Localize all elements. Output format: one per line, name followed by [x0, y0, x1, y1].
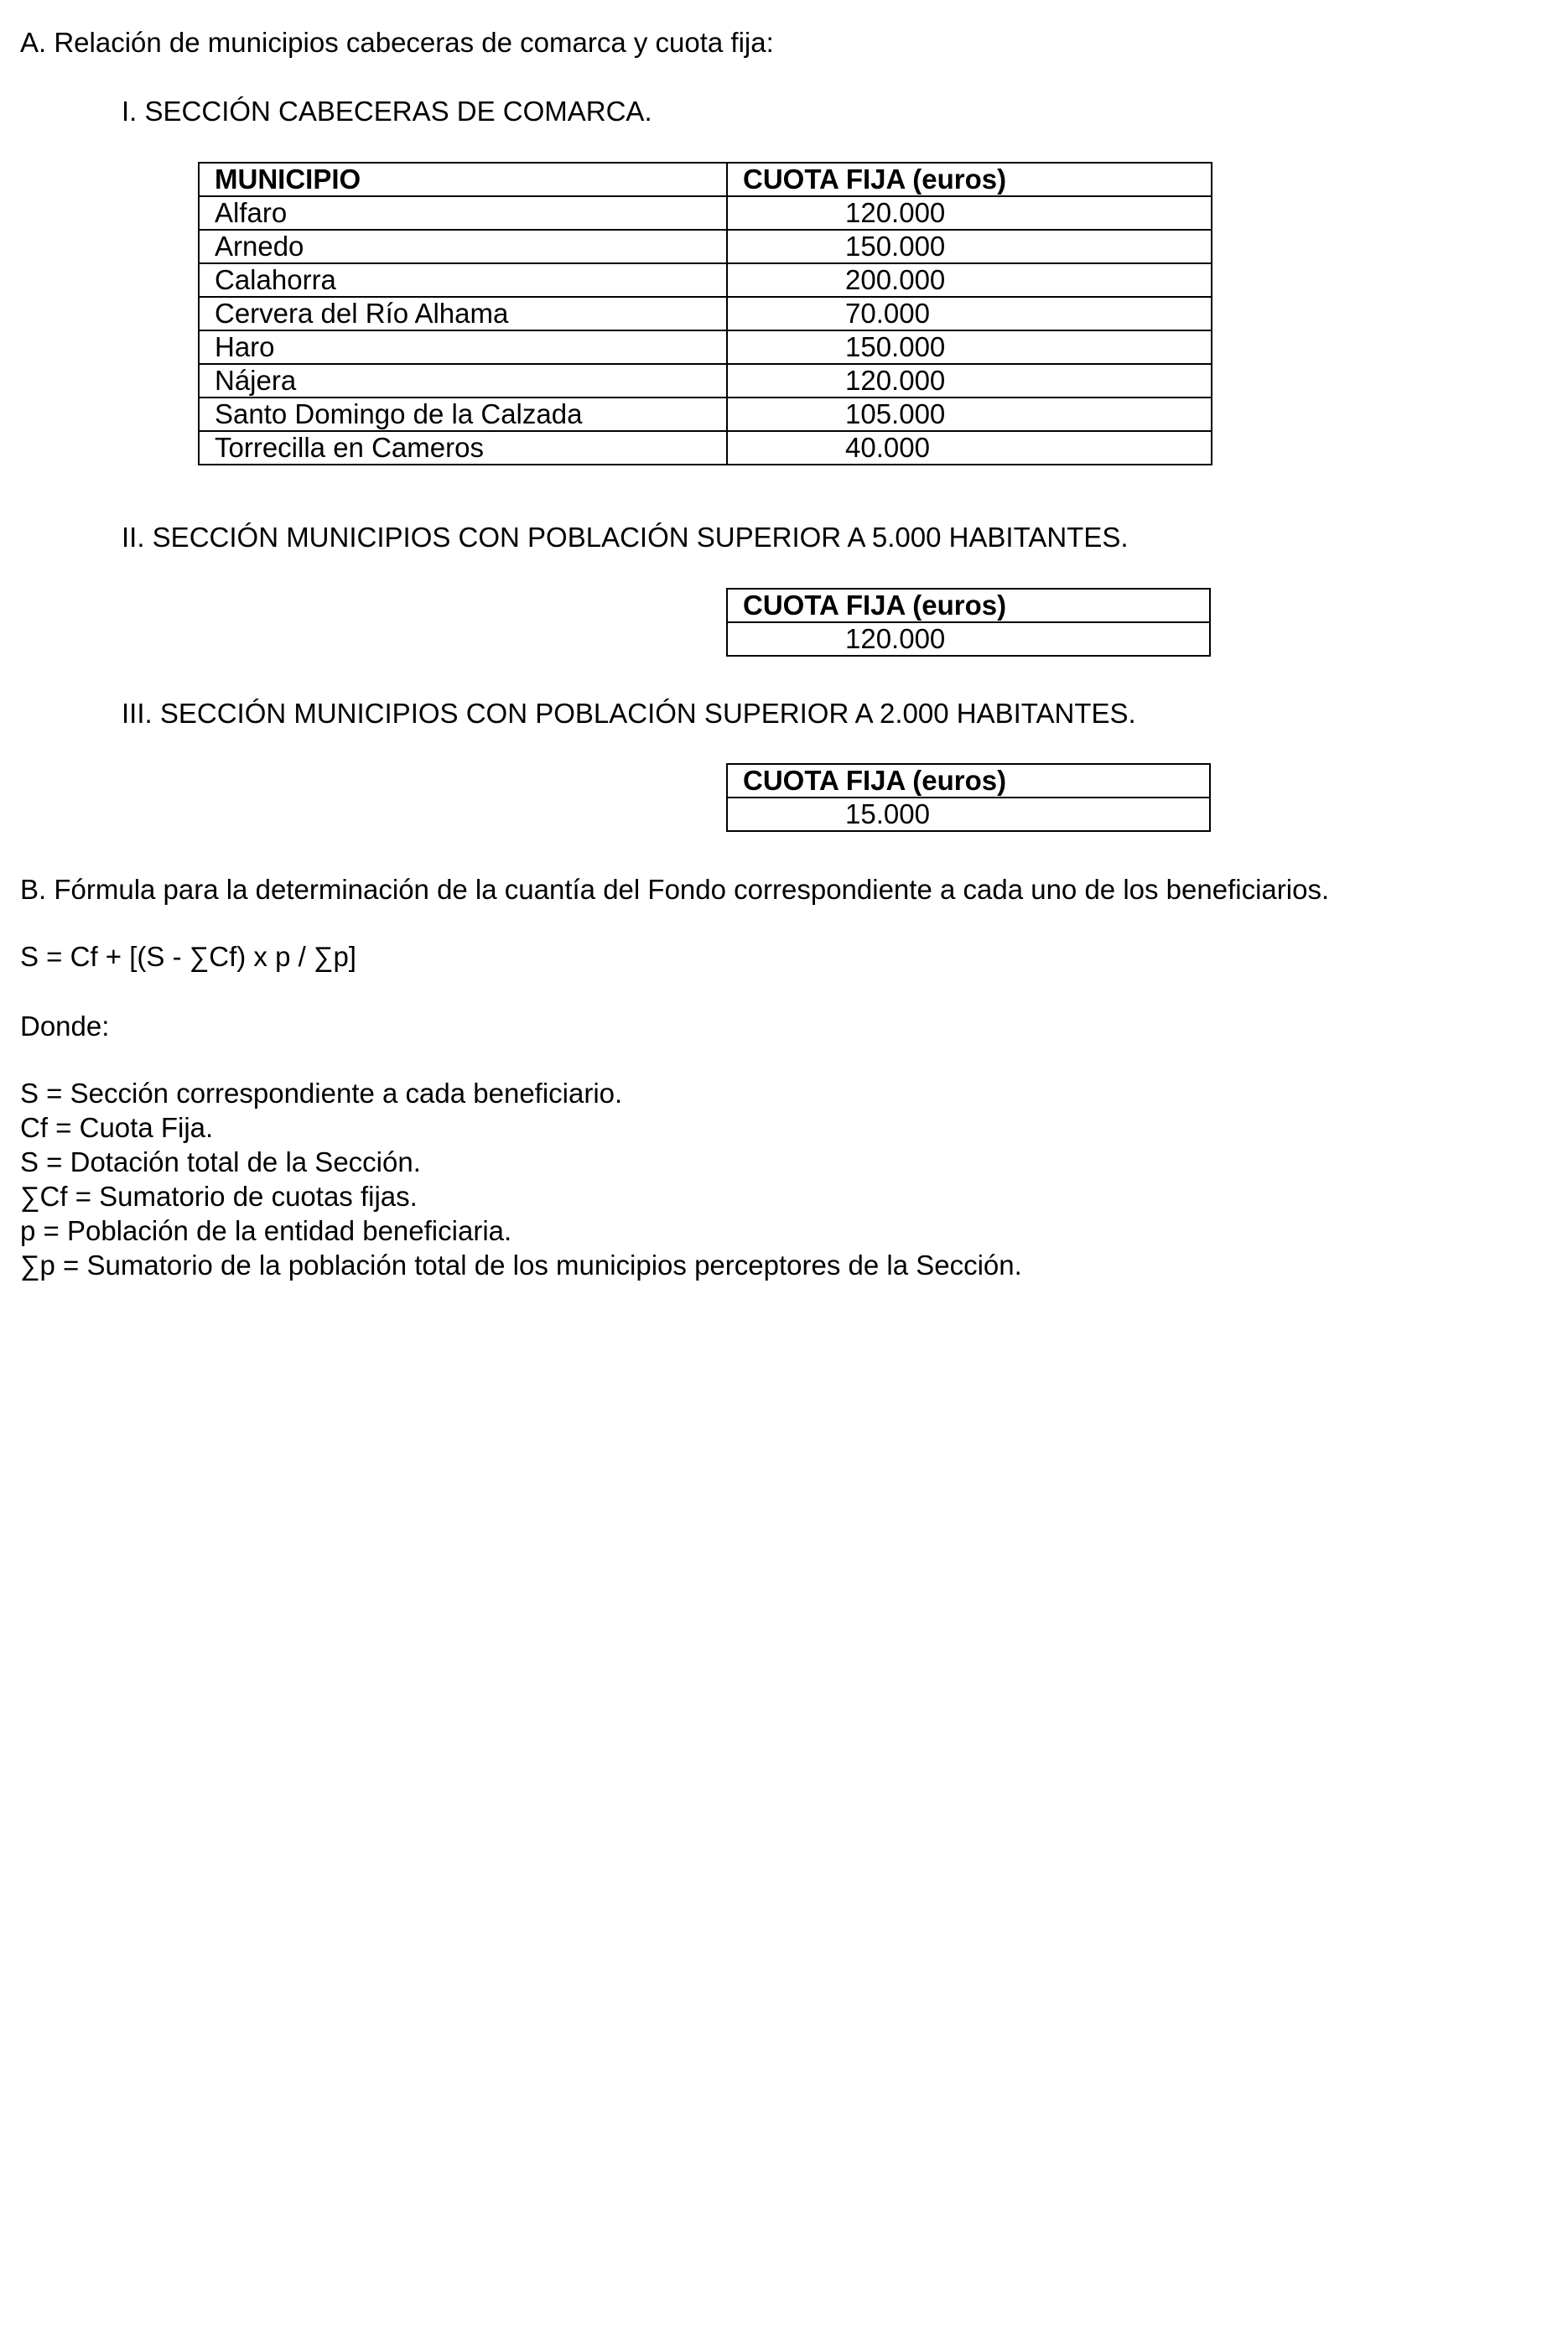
column-header-cuota: CUOTA FIJA (euros)	[727, 163, 1212, 196]
column-header-cuota: CUOTA FIJA (euros)	[727, 589, 1210, 622]
table-row	[199, 398, 1212, 431]
cuota-cell: 120.000	[727, 364, 1212, 398]
municipio-cell: Santo Domingo de la Calzada	[199, 398, 727, 431]
section-iii-table	[726, 763, 1211, 832]
cuota-cell: 200.000	[727, 263, 1212, 297]
table-row	[199, 230, 1212, 263]
definition-item: ∑p = Sumatorio de la población total de los municipios perceptores de la Sección.	[20, 1250, 1022, 1281]
definitions-list	[20, 1076, 1022, 1282]
table-header-row	[727, 764, 1210, 798]
table-row	[727, 798, 1210, 831]
section-iii-heading: III. SECCIÓN MUNICIPIOS CON POBLACIÓN SUPERIOR A 2.000 HABITANTES.	[122, 698, 1136, 729]
cuota-cell: 15.000	[727, 798, 1210, 831]
municipio-cell: Haro	[199, 330, 727, 364]
municipio-cell: Nájera	[199, 364, 727, 398]
table-row	[199, 431, 1212, 465]
definition-item: S = Sección correspondiente a cada beneficiario.	[20, 1078, 623, 1109]
municipio-cell: Cervera del Río Alhama	[199, 297, 727, 330]
municipio-cell: Calahorra	[199, 263, 727, 297]
definition-item: Cf = Cuota Fija.	[20, 1112, 214, 1143]
formula: S = Cf + [(S - ∑Cf) x p / ∑p]	[20, 941, 356, 972]
column-header-municipio: MUNICIPIO	[199, 163, 727, 196]
definition-item: p = Población de la entidad beneficiaria.	[20, 1215, 512, 1246]
section-b-title: B. Fórmula para la determinación de la cuantía del Fondo correspondiente a cada uno de los beneficiarios.	[20, 874, 1330, 905]
cuota-cell: 120.000	[727, 622, 1210, 656]
cuota-cell: 70.000	[727, 297, 1212, 330]
table-row	[199, 196, 1212, 230]
table-header-row	[199, 163, 1212, 196]
municipio-cell: Torrecilla en Cameros	[199, 431, 727, 465]
column-header-cuota: CUOTA FIJA (euros)	[727, 764, 1210, 798]
cuota-cell: 120.000	[727, 196, 1212, 230]
section-a-title: A. Relación de municipios cabeceras de comarca y cuota fija:	[20, 27, 774, 58]
cuota-cell: 40.000	[727, 431, 1212, 465]
municipio-cell: Alfaro	[199, 196, 727, 230]
table-row	[727, 622, 1210, 656]
definition-item: ∑Cf = Sumatorio de cuotas fijas.	[20, 1181, 418, 1212]
table-row	[199, 297, 1212, 330]
table-row	[199, 364, 1212, 398]
cabeceras-table	[198, 162, 1212, 465]
donde-label: Donde:	[20, 1011, 110, 1042]
section-ii-table	[726, 588, 1211, 657]
cuota-cell: 150.000	[727, 230, 1212, 263]
definition-item: S = Dotación total de la Sección.	[20, 1146, 421, 1177]
section-i-heading: I. SECCIÓN CABECERAS DE COMARCA.	[122, 96, 652, 127]
section-ii-heading: II. SECCIÓN MUNICIPIOS CON POBLACIÓN SUPERIOR A 5.000 HABITANTES.	[122, 522, 1129, 553]
table-header-row	[727, 589, 1210, 622]
cuota-cell: 150.000	[727, 330, 1212, 364]
municipio-cell: Arnedo	[199, 230, 727, 263]
table-row	[199, 263, 1212, 297]
cuota-cell: 105.000	[727, 398, 1212, 431]
table-row	[199, 330, 1212, 364]
